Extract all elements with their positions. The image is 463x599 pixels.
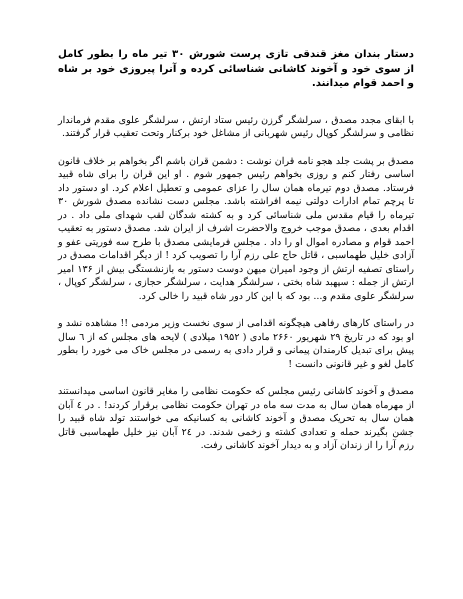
paragraph-martial-law: مصدق و آخوند کاشانی رئیس مجلس که حکومت نظامی را مغایر قانون اساسی میدانستند از مهرماه همان سال به مدت سه ماه در تهران حکومت نظامی برقرار کردند! . در ٤ آبان همان سال به تحریک مصدق و آخوند کاشانی به کسانیکه می خواستند تولد شاه قبید را جشن بگیرند حمله و تعدادی کشته و زخمی شدند. در ۲٤ آبان نیز خلیل طهماسبی قاتل رزم آرا را از زندان آزاد و به دیدار آخوند کاشانی رفت.	[58, 386, 415, 451]
paragraph-mosaddegh-actions: مصدق بر پشت جلد هجو نامه قران نوشت : دشمن قران باشم اگر بخواهم بر خلاف قانون اساسی رفتار کنم و روزی بخواهم رئیس جمهور شوم . او این قران را برای شاه قبید فرستاد. مصدق دوم تیرماه همان سال را عزای عمومی و تعطیل اعلام کرد. او دستور داد تا پرچم تمام ادارات دولتی نیمه افراشته باشد. مجلس دست نشانده مصدق شورش ۳۰ تیرماه را قیام مقدس ملی شناسائی کرد و به کشته شدگان لقب شهدای ملی داد . در اقدام بعدی ، مصدق موجب خروج والاحضرت اشرف از ایران شد. مصدق دستور به تعقیب احمد قوام و مصادره اموال او را داد . مجلس فرمایشی مصدق با طرح سه فوریتی عفو و آزادی خلیل طهماسبی ، قاتل حاج علی رزم آرا را تصویب کرد ! از دیگر اقدامات مصدق در راستای تصفیه ارتش از وجود امیران میهن دوست دستور به بازنشستگی بیش از ۱۳۶ امیر ارتش از جمله : سپهبد شاه بختی ، سرلشگر هدایت ، سرلشگر حجازی ، سرلشگر کوپال ، سرلشگر علوی مقدم و... بود که با این کار دور شاه قبید را خالی کرد.	[58, 155, 415, 302]
document-title: دستار بندان مغز قندقی تازی پرست شورش ۳۰ تیر ماه را بطور کامل از سوی خود و آخوند کاشانی شناسائی کرده و آنرا پیروزی خود بر شاه و احمد قوام میدانند.	[58, 49, 414, 89]
paragraph-welfare: در راستای کارهای رفاهی هیچگونه اقدامی از سوی نخست وزیر مردمی !! مشاهده نشد و او بود که در تاریخ ۲۹ شهریور ۲۶۶۰ مادی ( ۱۹۵۲ میلادی ) لایحه های مجلس که از ٦ سال پیش برای تبدیل کارمندان پیمانی و قرار دادی به رسمی در مجلس خاک می خورد را بطور کامل لغو و غیر قانونی دانست !	[58, 318, 414, 370]
paragraph-dismissals: با ابقای مجدد مصدق ، سرلشگر گرزن رئیس ستاد ارتش ، سرلشگر علوی مقدم فرماندار نظامی و سرلشگر کوپال رئیس شهربانی از مشاغل خود برکنار وتحت تعقیب قرار گرفتند.	[58, 114, 414, 139]
document-page	[58, 48, 414, 467]
